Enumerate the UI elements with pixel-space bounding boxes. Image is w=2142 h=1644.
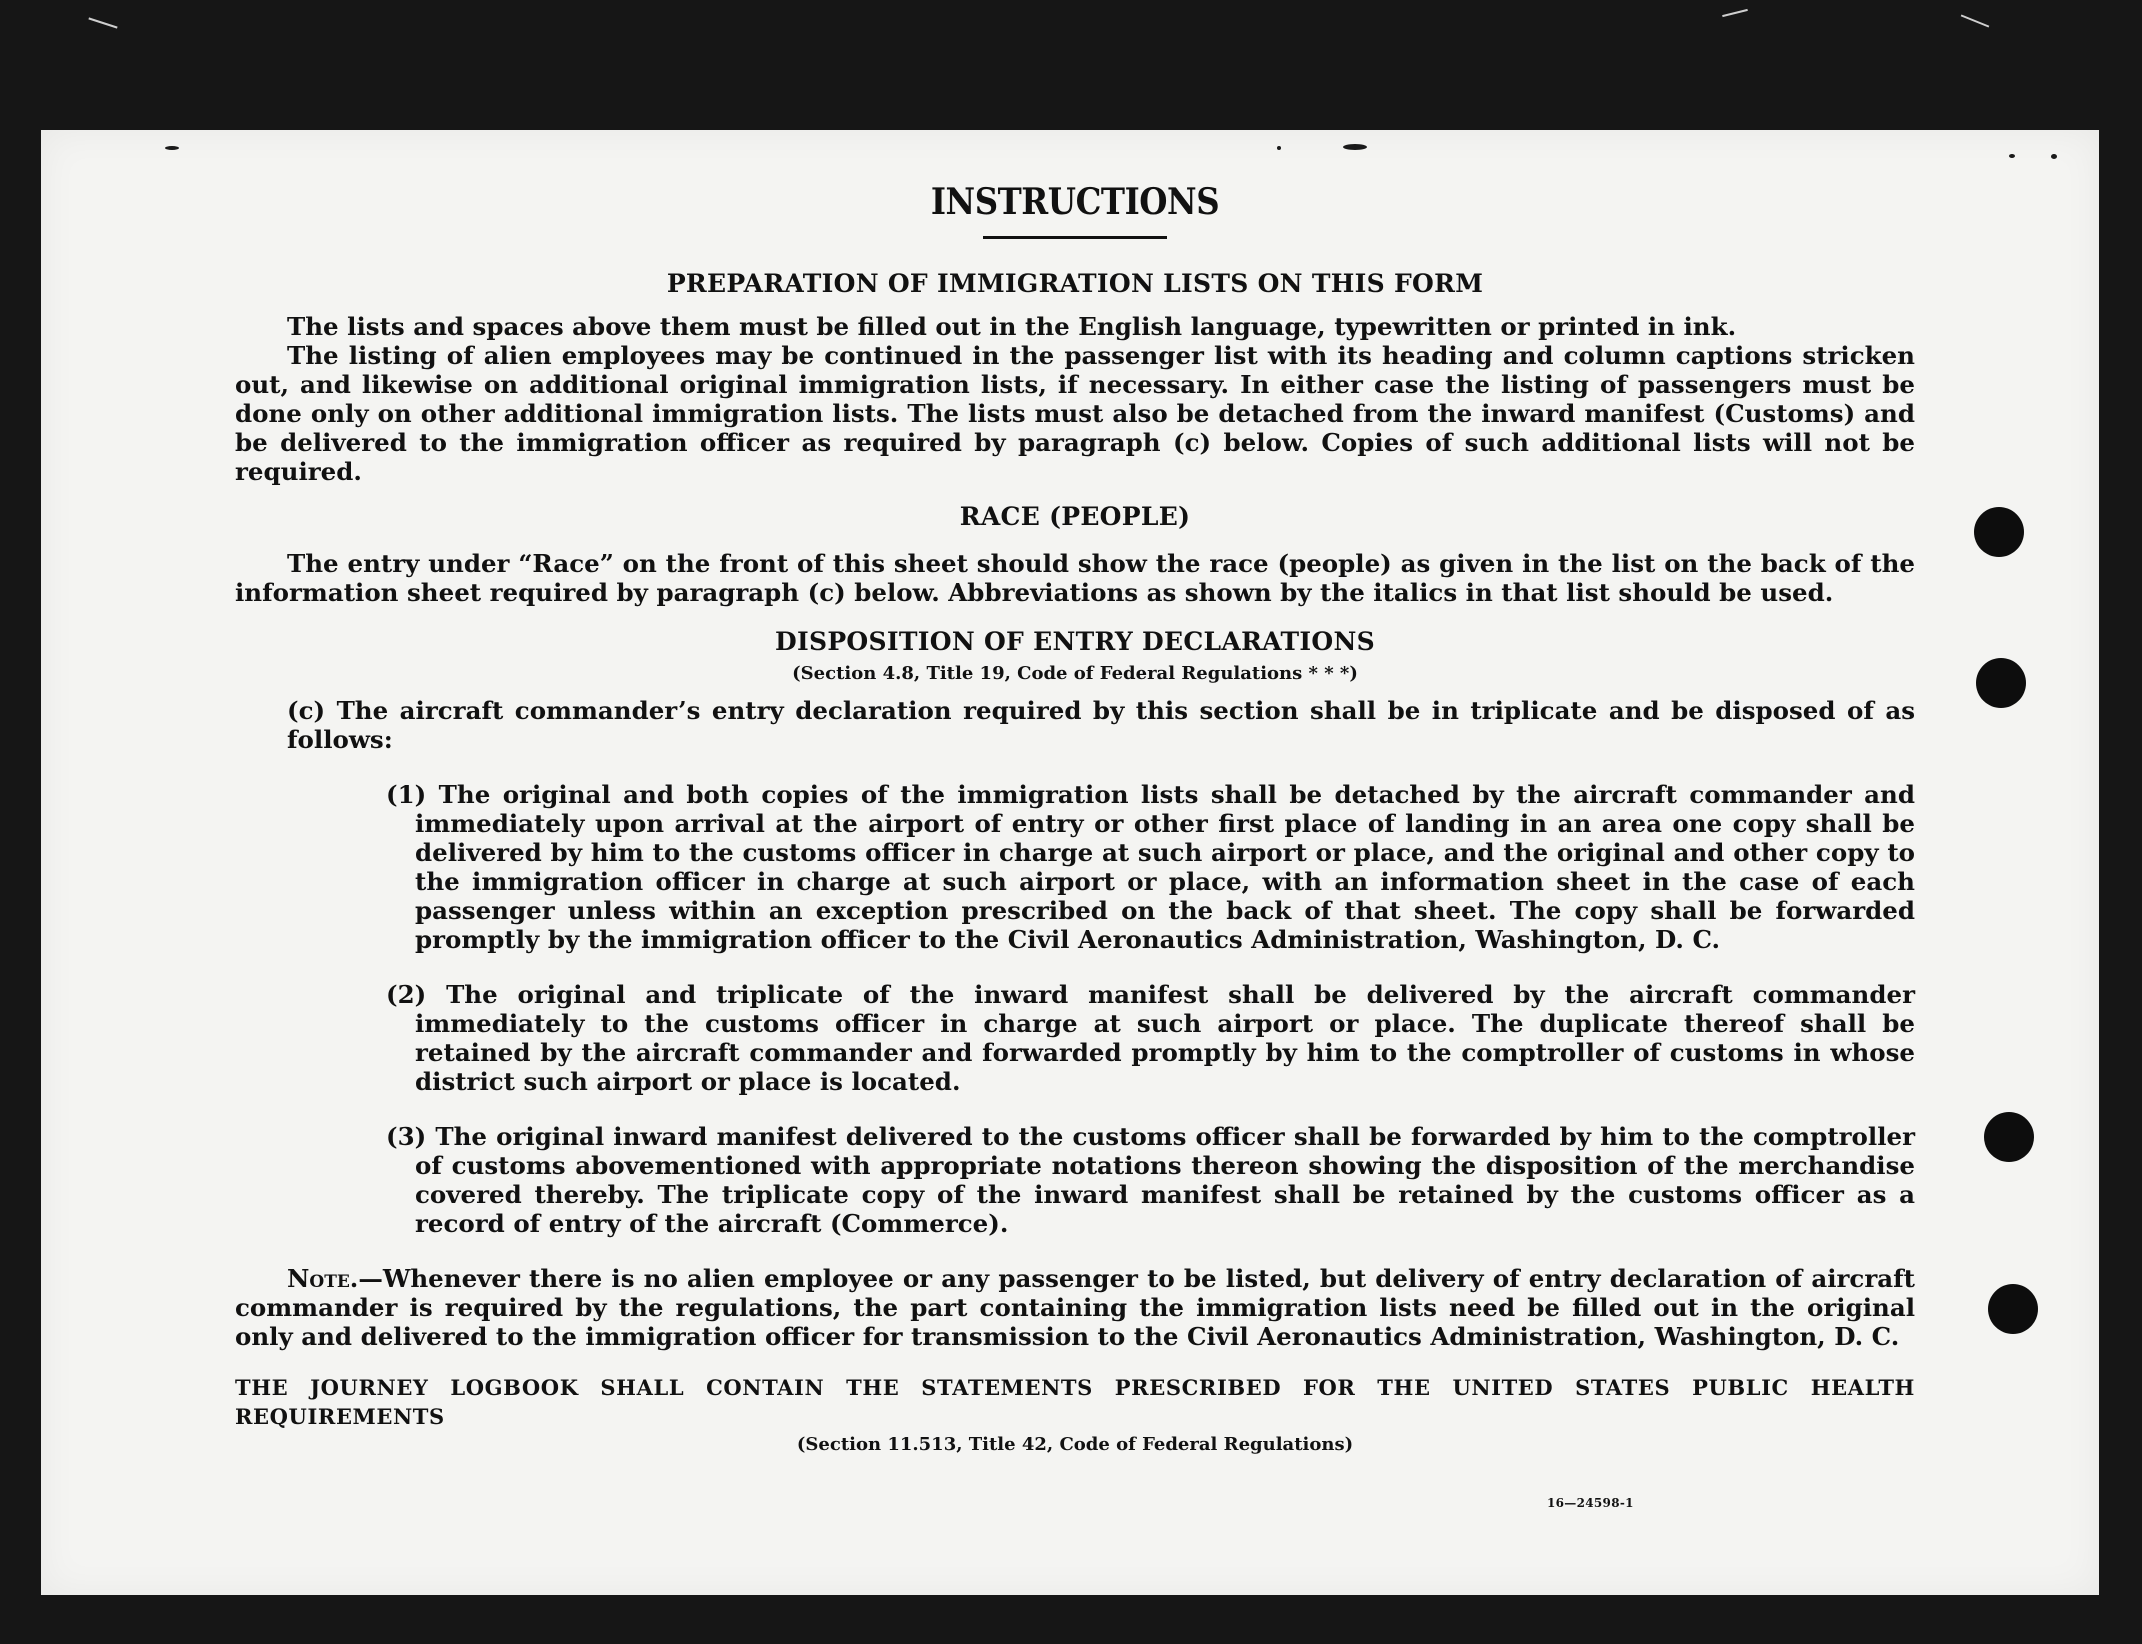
ink-speck — [2009, 154, 2015, 158]
preparation-heading: PREPARATION OF IMMIGRATION LISTS ON THIS FORM — [666, 269, 1484, 298]
ink-speck — [165, 146, 179, 150]
disposition-item-3: (3) The original inward manifest delivered to the customs officer shall be forwarded by him to the comptroller of customs abovementioned with appropriate notations thereon showing the disposition of the merchandise covered thereby. The triplicate copy of the inward manifest shall be retained by the customs officer as a record of entry of the aircraft (Commerce). — [386, 1122, 1915, 1238]
disposition-citation: (Section 4.8, Title 19, Code of Federal Regulations * * *) — [792, 663, 1358, 684]
document-page — [41, 130, 2099, 1595]
disposition-heading: DISPOSITION OF ENTRY DECLARATIONS — [775, 627, 1375, 656]
ink-speck — [1277, 146, 1281, 150]
punch-hole — [1976, 658, 2026, 708]
scan-edge-mark — [88, 17, 117, 28]
race-heading: RACE (PEOPLE) — [959, 502, 1191, 531]
preparation-paragraph-2: The listing of alien employees may be continued in the passenger list with its heading and column captions stricken out, and likewise on additional original immigration lists, if necessary. In either case the listing of passengers must be done only on other additional immigration lists. The lists must also be detached from the inward manifest (Customs) and be delivered to the immigration officer as required by paragraph (c) below. Copies of such additional lists will not be required. — [235, 341, 1915, 486]
preparation-paragraph-1: The lists and spaces above them must be filled out in the English language, typewritten or printed in ink. — [287, 312, 1737, 341]
race-paragraph: The entry under “Race” on the front of this sheet should show the race (people) as given in the list on the back of the information sheet required by paragraph (c) below. Abbreviations as shown by the italics in that list should be used. — [235, 549, 1915, 607]
health-requirements-statement: THE JOURNEY LOGBOOK SHALL CONTAIN THE STATEMENTS PRESCRIBED FOR THE UNITED STATES PUBLIC HEALTH REQUIREMENTS — [235, 1375, 1915, 1429]
form-number: 16—24598-1 — [1547, 1496, 1634, 1510]
ink-speck — [1343, 144, 1367, 150]
title-underline — [983, 236, 1167, 239]
scan-edge-mark — [1961, 14, 1990, 27]
document-title: INSTRUCTIONS — [930, 181, 1220, 223]
note-paragraph — [235, 1264, 1915, 1351]
health-requirements-citation: (Section 11.513, Title 42, Code of Federal Regulations) — [796, 1434, 1354, 1455]
note-label: Note. — [287, 1264, 359, 1293]
scan-edge-mark — [1722, 9, 1748, 17]
disposition-clause-c: (c) The aircraft commander’s entry declaration required by this section shall be in triplicate and be disposed of as follows: — [287, 696, 1915, 754]
punch-hole — [1974, 507, 2024, 557]
ink-speck — [2051, 154, 2057, 159]
disposition-item-2: (2) The original and triplicate of the inward manifest shall be delivered by the aircraft commander immediately to the customs officer in charge at such airport or place. The duplicate thereof shall be retained by the aircraft commander and forwarded promptly by him to the comptroller of customs in whose district such airport or place is located. — [386, 980, 1915, 1096]
instructions-content — [235, 180, 1915, 1457]
punch-hole — [1984, 1112, 2034, 1162]
punch-hole — [1988, 1284, 2038, 1334]
note-text: —Whenever there is no alien employee or any passenger to be listed, but delivery of entry declaration of aircraft commander is required by the regulations, the part containing the immigration lists need be filled out in the original only and delivered to the immigration officer for transmission to the Civil Aeronautics Administration, Washington, D. C. — [235, 1264, 1915, 1351]
disposition-item-1: (1) The original and both copies of the immigration lists shall be detached by the aircraft commander and immediately upon arrival at the airport of entry or other first place of landing in an area one copy shall be delivered by him to the customs officer in charge at such airport or place, and the original and other copy to the immigration officer in charge at such airport or place, with an information sheet in the case of each passenger unless within an exception prescribed on the back of that sheet. The copy shall be forwarded promptly by the immigration officer to the Civil Aeronautics Administration, Washington, D. C. — [386, 780, 1915, 954]
